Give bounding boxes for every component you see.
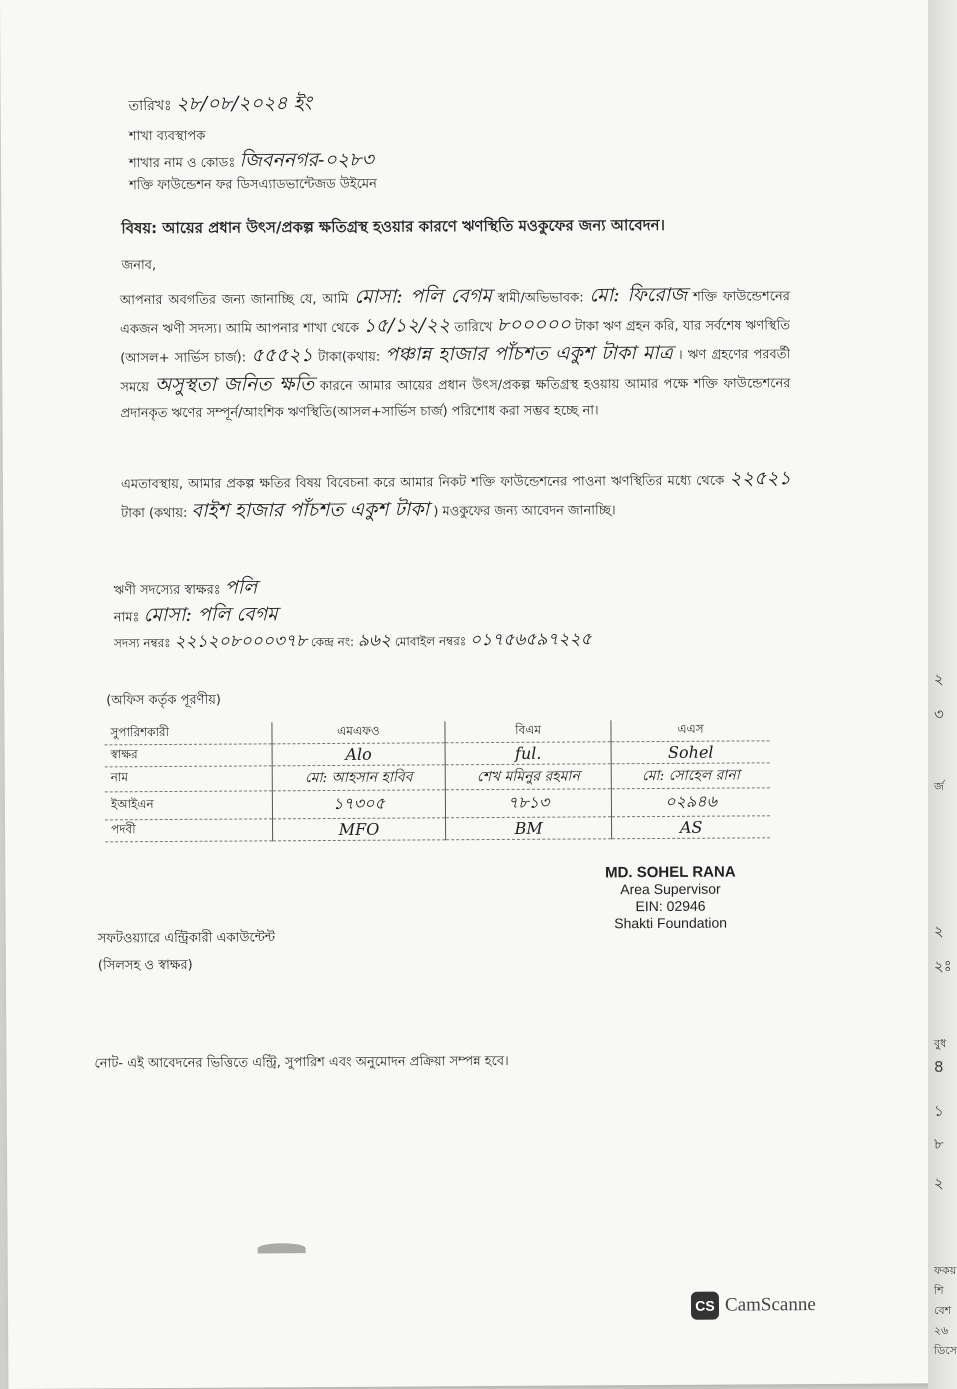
table-row xyxy=(105,816,770,842)
table-cell: মো: সোহেল রানা xyxy=(611,763,769,789)
table-cell: ১৭৩০৫ xyxy=(272,790,445,819)
loan-date-handwritten: ১৫/১২/২২ xyxy=(363,314,451,337)
name-label: নামঃ xyxy=(113,610,140,626)
waiver-words-handwritten: বাইশ হাজার পাঁচশত একুশ টাকা xyxy=(191,498,430,522)
member-name-line xyxy=(114,605,278,627)
balance-words-handwritten: পঞ্চান্ন হাজার পাঁচশত একুশ টাকা মাত্র xyxy=(385,341,673,366)
row-label: নাম xyxy=(110,770,129,785)
date-label: তারিখঃ xyxy=(128,97,172,115)
edge-char: ৩ xyxy=(934,705,944,723)
edge-char: বেশ xyxy=(934,1304,952,1317)
scan-smudge xyxy=(258,1243,306,1253)
table-cell: AS xyxy=(612,816,770,839)
subject-line: বিষয়: আয়ের প্রধান উৎস/প্রকল্প ক্ষতিগ্রস্থ হওয়ার কারণে ঋণস্থিতি মওকুফের জন্য আবেদন। xyxy=(121,215,665,238)
branch-label: শাখার নাম ও কোডঃ xyxy=(128,155,236,172)
supervisor-stamp xyxy=(580,863,760,932)
member-no-label: সদস্য নম্বরঃ xyxy=(113,635,171,651)
table-cell: Alo xyxy=(272,743,445,766)
table-cell: শেখ মমিনুর রহমান xyxy=(445,764,612,790)
row-label: ইআইএন xyxy=(110,796,154,811)
note-line: নোট- এই আবেদনের ভিত্তিতে এন্ট্রি, সুপারিশ এবং অনুমোদন প্রক্রিয়া সম্পন্ন হবে। xyxy=(94,1053,509,1072)
p2-text-1: এমতাবস্থায়, আমার প্রকল্প ক্ষতির বিষয় বিবেচনা করে আমার নিকট শক্তি ফাউন্ডেশনের পাওনা ঋণস্থিতির মধ্যে থেকে xyxy=(120,473,725,493)
guardian-name-handwritten: মো: ফিরোজ xyxy=(589,283,688,307)
table-row xyxy=(105,763,770,792)
balance-amount-handwritten: ৫৫৫২১ xyxy=(251,344,313,367)
table-cell: ০২৯৪৬ xyxy=(612,788,770,817)
background-calendar-edge xyxy=(928,0,957,1389)
recipient-line: শাখা ব্যবস্থাপক xyxy=(128,128,206,145)
p1-text-4: তারিখে xyxy=(454,319,493,336)
member-signature-line xyxy=(114,578,258,600)
center-label: কেন্দ্র নং: xyxy=(310,634,355,650)
edge-char: ডিসে xyxy=(934,1344,957,1357)
body-paragraph-1 xyxy=(120,281,791,427)
loan-amount-handwritten: ৮০০০০০ xyxy=(496,313,571,336)
edge-char: 8 xyxy=(934,1058,944,1076)
edge-char: ২৬ xyxy=(934,1324,949,1337)
table-header-cell: সুপারিশকারী xyxy=(110,724,170,739)
branch-line xyxy=(128,148,374,173)
table-row xyxy=(105,788,770,820)
org-line: শক্তি ফাউন্ডেশন ফর ডিসএ্যাডভান্টেজড উইমেন xyxy=(129,176,377,194)
edge-char: ৮ xyxy=(934,1135,944,1153)
stamp-title: Area Supervisor xyxy=(620,880,721,898)
table-cell: BM xyxy=(445,817,612,840)
p2-text-3: ) মওকুফের জন্য আবেদন জানাচ্ছি। xyxy=(433,503,616,520)
member-no-value: ২২১২০৮০০০৩৭৮ xyxy=(174,631,308,652)
member-name-handwritten: মোসা: পলি বেগম xyxy=(354,285,492,308)
signature-label: ঋণী সদস্যের স্বাক্ষরঃ xyxy=(113,582,221,599)
edge-char: ফকয় xyxy=(934,1264,957,1277)
table-header-cell: এএস xyxy=(611,719,769,741)
accountant-line-2: (সিলসহ ও স্বাক্ষর) xyxy=(97,957,193,974)
signature-value: পলি xyxy=(224,576,258,599)
office-table xyxy=(104,719,770,842)
p1-text-3: শক্তি ফাউন্ডেশনের একজন ঋণী সদস্য। আমি আপনার শাখা থেকে xyxy=(119,289,790,338)
p1-text-1: আপনার অবগতির জন্য জানাচ্ছি যে, আমি xyxy=(119,291,349,309)
edge-char: ২ xyxy=(934,922,944,940)
row-label: স্বাক্ষর xyxy=(110,746,138,761)
accountant-line-1: সফটওয়্যারে এন্ট্রিকারী একাউন্টেন্ট xyxy=(97,930,276,947)
edge-char: ২ xyxy=(934,1174,944,1192)
row-label: পদবী xyxy=(111,821,136,836)
salutation: জনাব, xyxy=(121,258,157,274)
p1-text-7: । ঋণ গ্রহণের পরবর্তী সময়ে xyxy=(120,347,791,396)
table-cell: ful. xyxy=(445,742,612,765)
camscanner-text: CamScanne xyxy=(724,1294,816,1316)
table-cell: Sohel xyxy=(611,741,769,764)
stamp-ein: EIN: 02946 xyxy=(635,897,706,915)
member-id-line xyxy=(114,630,592,652)
table-header-cell: এমএফও xyxy=(272,721,445,744)
branch-value: জিবননগর-০২৮৩ xyxy=(239,148,374,172)
edge-char: শি xyxy=(934,1284,944,1297)
stamp-org: Shakti Foundation xyxy=(614,914,728,932)
camscanner-watermark xyxy=(691,1291,816,1320)
p1-text-8: কারনে আমার আয়ের প্রধান উৎস/প্রকল্প ক্ষতিগ্রস্থ হওয়ায় আমার পক্ষে শক্তি ফাউন্ডেশনের প্রদানকৃত ঋণের সম্পূর্ন/আংশিক ঋণস্থিতি(আসল+সার্ভিস চার্জ) পরিশোধ করা সম্ভব হচ্ছে না। xyxy=(120,376,791,422)
p1-text-2: স্বামী/অভিভাবক: xyxy=(497,290,584,306)
mobile-value: ০১৭৫৬৫৯৭২২৫ xyxy=(469,629,592,651)
table-cell: ৭৮১৩ xyxy=(445,789,612,818)
camscanner-logo-icon: CS xyxy=(691,1292,719,1320)
table-cell: MFO xyxy=(273,818,446,841)
waiver-amount-handwritten: ২২৫২১ xyxy=(729,467,792,490)
table-header-cell: বিএম xyxy=(445,720,612,743)
edge-char: ২ঃ xyxy=(934,957,952,975)
body-paragraph-2 xyxy=(121,465,791,527)
p1-text-6: টাকা(কথায়: xyxy=(318,349,381,366)
edge-char: র্জ xyxy=(934,780,944,793)
edge-char: বুধ xyxy=(934,1037,947,1050)
name-value: মোসা: পলি বেগম xyxy=(143,603,278,627)
table-cell: মো: আহসান হাবিব xyxy=(272,765,445,791)
cause-handwritten: অসুস্থতা জনিত ক্ষতি xyxy=(154,373,315,397)
center-value: ৯৬২ xyxy=(357,630,392,651)
edge-char: ২ xyxy=(934,670,944,688)
p1-text-5: টাকা ঋণ গ্রহন করি, যার সর্বশেষ ঋণস্থিতি (আসল+ সার্ভিস চার্জ): xyxy=(120,318,791,367)
edge-char: ১ xyxy=(934,1102,944,1120)
date-line xyxy=(129,94,312,115)
date-value: ২৮/০৮/২০২৪ ইং xyxy=(175,92,312,115)
mobile-label: মোবাইল নম্বরঃ xyxy=(394,634,467,649)
p2-text-2: টাকা (কথায়: xyxy=(121,505,188,522)
office-heading: (অফিস কর্তৃক পূরণীয়) xyxy=(106,692,221,709)
stamp-name: MD. SOHEL RANA xyxy=(605,863,736,882)
